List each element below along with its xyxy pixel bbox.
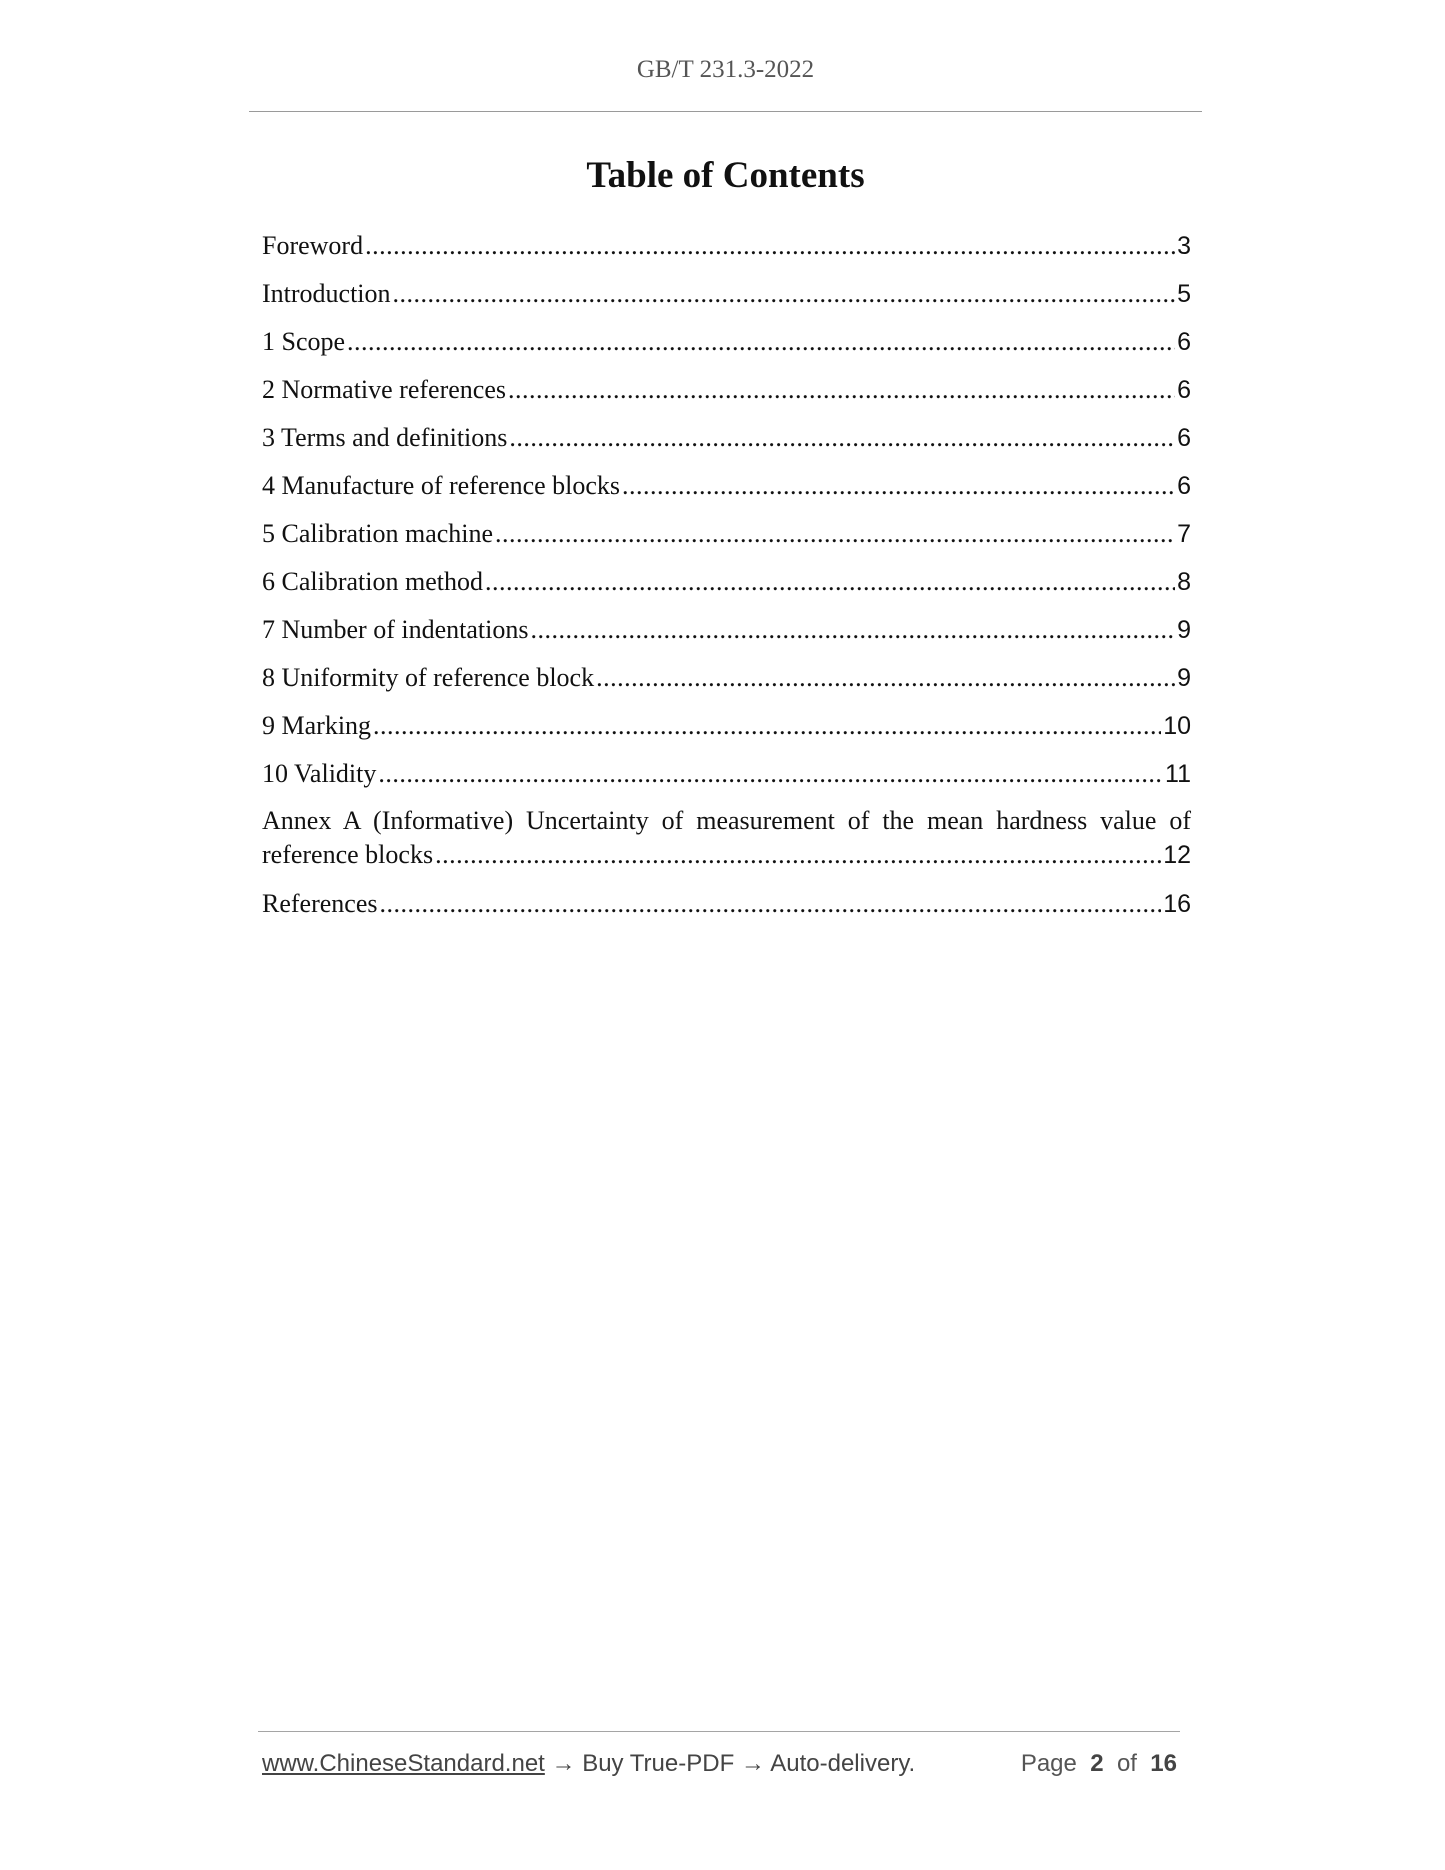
toc-page-number: 6 — [1177, 424, 1191, 452]
toc-entry-label: 5 Calibration machine — [262, 519, 494, 548]
buy-text: Buy True-PDF — [582, 1750, 735, 1777]
toc-entry-number-of-indentations[interactable] — [262, 606, 1191, 654]
of-word: of — [1116, 1750, 1137, 1777]
toc-page-number: 6 — [1177, 328, 1191, 356]
toc-page-number: 11 — [1165, 760, 1191, 788]
toc-page-number: 8 — [1177, 568, 1191, 596]
toc-entry-uniformity-of-reference-block[interactable] — [262, 654, 1191, 702]
page-word: Page — [1020, 1750, 1077, 1777]
toc-page-number: 9 — [1177, 664, 1191, 692]
toc-entry-marking[interactable] — [262, 702, 1191, 750]
toc-entry-label: Annex A (Informative) Uncertainty of measurement of the mean hardness value of — [262, 806, 1191, 835]
toc-dot-leader — [508, 366, 1175, 414]
site-link[interactable]: www.ChineseStandard.net — [262, 1750, 545, 1777]
toc-dot-leader — [485, 558, 1175, 606]
toc-page-number: 5 — [1177, 280, 1191, 308]
toc-entry-label-continued: reference blocks — [262, 840, 434, 869]
toc-page-number: 6 — [1177, 472, 1191, 500]
total-pages-number: 16 — [1150, 1750, 1177, 1777]
toc-dot-leader — [509, 414, 1175, 462]
toc-dot-leader — [365, 222, 1175, 270]
toc-dot-leader — [435, 838, 1161, 872]
toc-entry-label: 4 Manufacture of reference blocks — [262, 471, 621, 500]
toc-page-number: 3 — [1177, 232, 1191, 260]
page-indicator — [1021, 1750, 1177, 1778]
toc-dot-leader — [596, 654, 1175, 702]
toc-title: Table of Contents — [586, 155, 865, 196]
toc-entry-label: 7 Number of indentations — [262, 615, 529, 644]
arrow-right-icon: → — [551, 1750, 576, 1777]
toc-dot-leader — [495, 510, 1175, 558]
current-page-number: 2 — [1090, 1750, 1104, 1777]
delivery-text: Auto-delivery. — [770, 1750, 916, 1777]
toc-dot-leader — [378, 750, 1163, 798]
toc-dot-leader — [373, 702, 1161, 750]
toc-page-number: 7 — [1177, 520, 1191, 548]
toc-entry-manufacture-of-reference-blocks[interactable] — [262, 462, 1191, 510]
header-divider — [249, 111, 1202, 112]
toc-entry-label: 1 Scope — [262, 327, 346, 356]
toc-page-number: 9 — [1177, 616, 1191, 644]
toc-entry-validity[interactable] — [262, 750, 1191, 798]
footer-promo — [262, 1750, 915, 1778]
toc-entry-label: 2 Normative references — [262, 375, 506, 404]
toc-entry-label: Introduction — [262, 279, 391, 308]
toc-entry-label: 9 Marking — [262, 711, 372, 740]
toc-entry-terms-and-definitions[interactable] — [262, 414, 1191, 462]
toc-entry-label: 10 Validity — [262, 759, 377, 788]
toc-entry-calibration-machine[interactable] — [262, 510, 1191, 558]
toc-entry-foreword[interactable] — [262, 222, 1191, 270]
toc-entry-references[interactable] — [262, 880, 1191, 928]
document-header: GB/T 231.3-2022 — [636, 56, 815, 83]
toc-page-number: 16 — [1163, 890, 1191, 918]
toc-page-number: 12 — [1163, 841, 1191, 869]
toc-entry-calibration-method[interactable] — [262, 558, 1191, 606]
arrow-right-icon: → — [740, 1750, 765, 1777]
toc-entry-scope[interactable] — [262, 318, 1191, 366]
toc-dot-leader — [379, 880, 1161, 928]
toc-entry-label: 6 Calibration method — [262, 567, 483, 596]
toc-entry-label: Foreword — [262, 231, 364, 260]
toc-entry-introduction[interactable] — [262, 270, 1191, 318]
toc-page-number: 10 — [1163, 712, 1191, 740]
toc-page-number: 6 — [1177, 376, 1191, 404]
table-of-contents — [262, 222, 1191, 928]
toc-dot-leader — [393, 270, 1176, 318]
toc-entry-label: 3 Terms and definitions — [262, 423, 508, 452]
toc-entry-annex-a[interactable] — [262, 798, 1191, 880]
toc-entry-normative-references[interactable] — [262, 366, 1191, 414]
toc-dot-leader — [530, 606, 1175, 654]
footer-divider — [258, 1731, 1180, 1732]
toc-entry-label: 8 Uniformity of reference block — [262, 663, 595, 692]
toc-dot-leader — [347, 318, 1175, 366]
toc-entry-label: References — [262, 889, 378, 918]
toc-dot-leader — [622, 462, 1175, 510]
